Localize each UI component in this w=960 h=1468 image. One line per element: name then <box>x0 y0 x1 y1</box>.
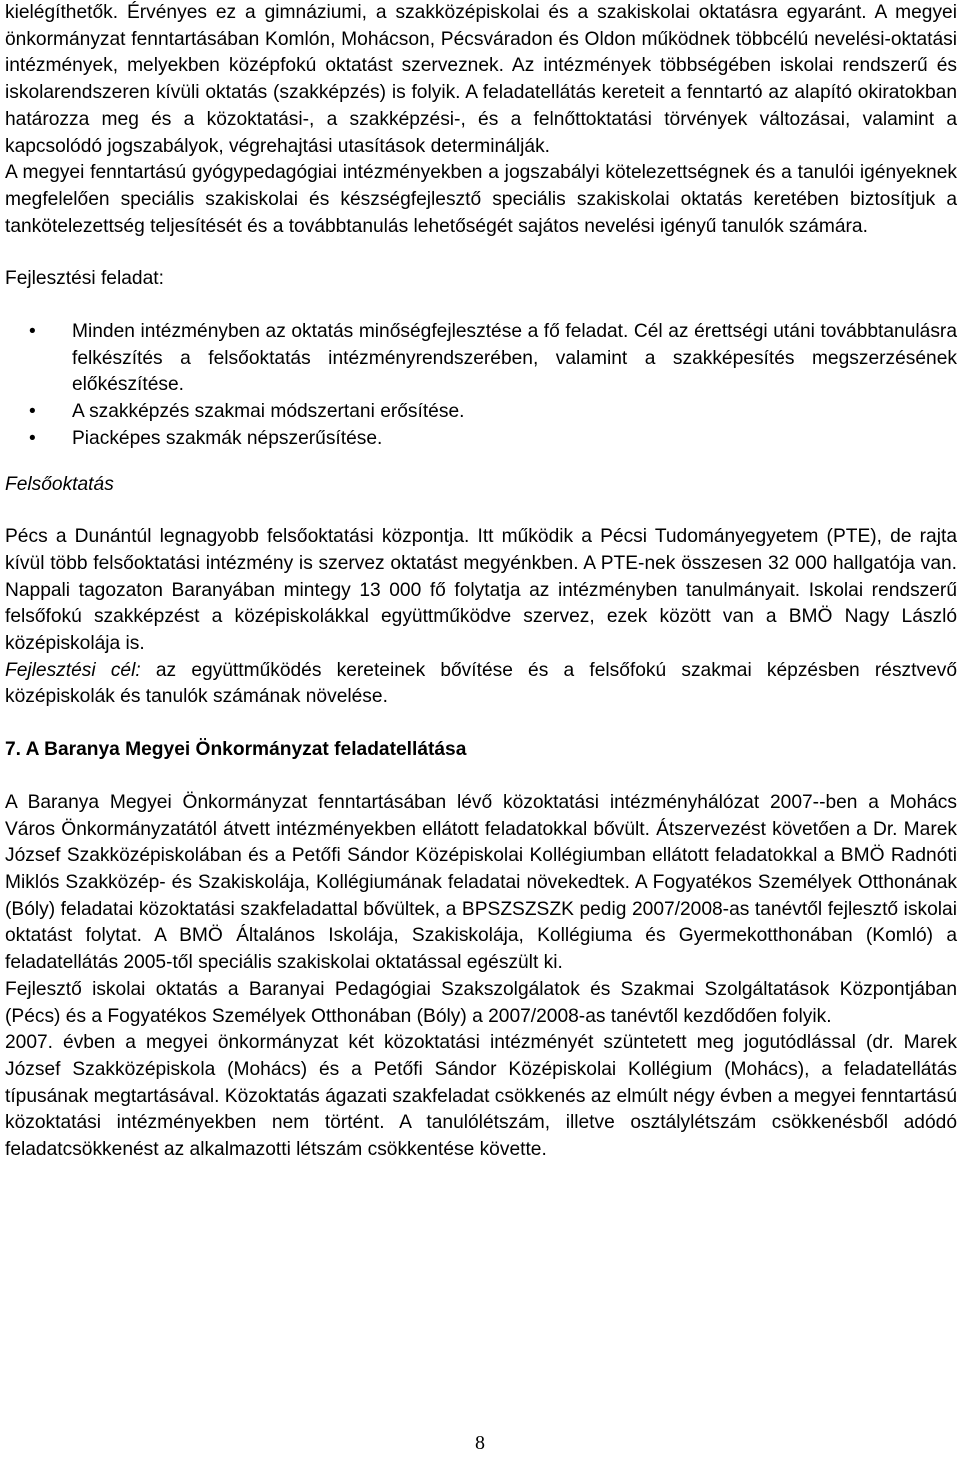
fejlesztesi-cel-text: az együttműködés kereteinek bővítése és a felsőfokú szakmai képzésben résztvevő középiskolák és tanulók számának növelése. <box>5 659 958 708</box>
paragraph-felsooktatas: Pécs a Dunántúl legnagyobb felsőoktatási központja. Itt működik a Pécsi Tudományegyetem (PTE), de rajta kívül több felsőoktatási intézmény is szervez oktatást megyénkben. A PTE-nek összesen 32 000 hallgatója van. Nappali tagozaton Baranyában mintegy 13 000 fő folytatja az intézményben tanulmányait. Iskolai rendszerű felsőfokú szakképzést a középiskolákkal együttműködve szervez, ezek között van a BMÖ Nagy László középiskolája is. <box>5 526 957 655</box>
list-item <box>5 426 957 453</box>
section-7-heading: 7. A Baranya Megyei Önkormányzat feladatellátása <box>5 739 467 761</box>
fejlesztesi-bullet-list <box>5 319 957 453</box>
document-page <box>5 0 957 1164</box>
fejlesztesi-feladat-heading: Fejlesztési feladat: <box>5 268 164 290</box>
paragraph-intro: kielégíthetők. Érvényes ez a gimnáziumi, a szakközépiskolai és a szakiskolai oktatásra egyaránt. A megyei önkormányzat fenntartásában Komlón, Mohácson, Pécsváradon és Oldon működnek többcélú nevelési-oktatási intézmények, melyekben középfokú oktatást szerveznek. Az intézmények többségében iskolai rendszerű és iskolarendszeren kívüli oktatás (szakképzés) is folyik. A feladatellátás kereteit a fenntartó az alapító okiratokban határozza meg és a közoktatási-, a szakképzési-, és a felnőttoktatási törvények változásai, valamint a kapcsolódó jogszabályok, végrehajtási utasítások determinálják. <box>5 2 957 157</box>
bullet-text: A szakképzés szakmai módszertani erősítése. <box>72 401 465 423</box>
paragraph-gyogypedagogia: A megyei fenntartású gyógypedagógiai intézményekben a jogszabályi kötelezettségnek és a tanulói igényeknek megfelelően speciális szakiskolai és készségfejlesztő speciális szakiskolai oktatás keretében biztosítjuk a tankötelezettség teljesítését és a továbbtanulás lehetőségét sajátos nevelési igényű tanulók számára. <box>5 162 957 237</box>
list-item <box>5 399 957 426</box>
bullet-icon: • <box>29 427 36 449</box>
bullet-icon: • <box>29 401 36 423</box>
bullet-text: Minden intézményben az oktatás minőségfejlesztése a fő feladat. Cél az érettségi utáni továbbtanulásra felkészítés a felsőoktatás intézményrendszerében, valamint a szakképesítés megszerzésének előkészítése. <box>72 321 957 396</box>
paragraph-section7-3: 2007. évben a megyei önkormányzat két közoktatási intézményét szüntetett meg jogutódlással (dr. Marek József Szakközépiskola (Mohács) és a Petőfi Sándor Középiskolai Kollégium (Mohács), a feladatellátás típusának megtartásával. Közoktatás ágazati szakfeladat csökkenés az elmúlt négy évben a megyei fenntartású közoktatási intézményekben nem történt. A tanulólétszám, illetve osztálylétszám csökkenésből adódó feladatcsökkenést az alkalmazotti létszám csökkentése követte. <box>5 1032 957 1161</box>
paragraph-section7-1: A Baranya Megyei Önkormányzat fenntartásában lévő közoktatási intézményhálózat 2007--ben a Mohács Város Önkormányzatától átvett intézményekben ellátott feladatokkal bővült. Átszervezést követően a Dr. Marek József Szakközépiskolában és a Petőfi Sándor Középiskolai Kollégiumban ellátott feladatokkal a BMÖ Radnóti Miklós Szakközép- és Szakiskolája, Kollégiumának feladatai növekedtek. A Fogyatékos Személyek Otthonának (Bóly) feladatai közoktatási szakfeladattal bővültek, a BPSZSZSZK pedig 2007/2008-as tanévtől fejlesztő iskolai oktatást folytat. A BMÖ Általános Iskolája, Szakiskolája, Kollégiuma és Gyermekotthonában (Komló) a feladatellátás 2005-től speciális szakiskolai oktatással egészült ki. <box>5 791 957 974</box>
fejlesztesi-cel-label: Fejlesztési cél: <box>5 659 141 681</box>
list-item <box>5 319 957 399</box>
paragraph-fejlesztesi-cel <box>5 658 957 711</box>
bullet-text: Piacképes szakmák népszerűsítése. <box>72 427 383 449</box>
paragraph-section7-2: Fejlesztő iskolai oktatás a Baranyai Pedagógiai Szakszolgálatok és Szakmai Szolgáltatások Központjában (Pécs) és a Fogyatékos Személyek Otthonában (Bóly) a 2007/2008-as tanévtől kezdődően folyik. <box>5 978 957 1027</box>
bullet-icon: • <box>29 321 36 343</box>
page-number: 8 <box>475 1432 485 1454</box>
felsooktatas-heading: Felsőoktatás <box>5 473 114 495</box>
